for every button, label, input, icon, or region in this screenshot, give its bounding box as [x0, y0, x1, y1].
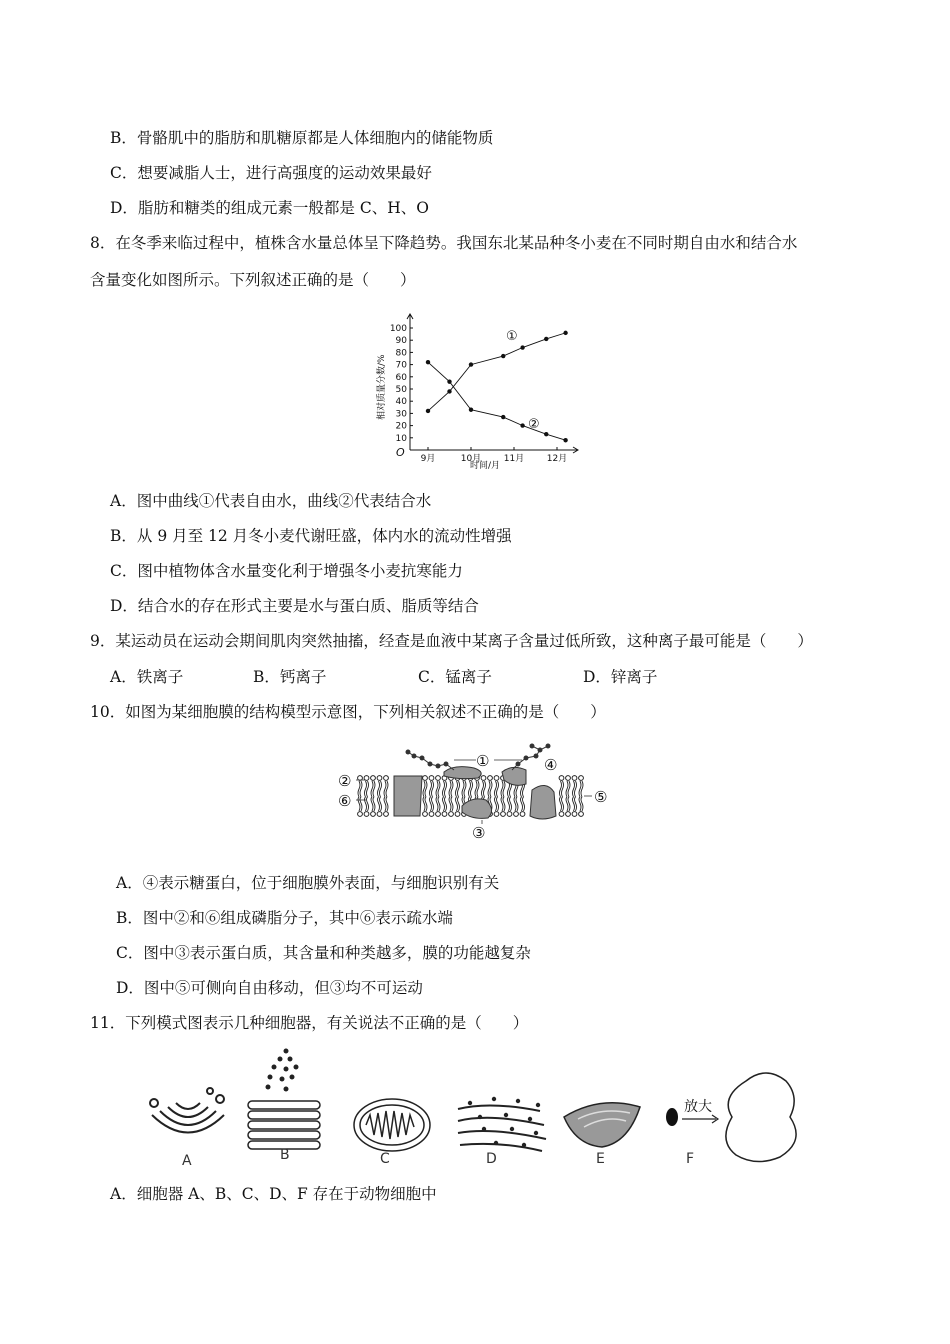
chart-x-tick-label: 10月: [460, 454, 482, 464]
chart-y-tick-label: 80: [395, 348, 407, 359]
organelle-c-mitochondrion: [354, 1099, 430, 1151]
organelle-label-f: F: [686, 1151, 695, 1167]
q9-option-b: B．钙离子: [253, 668, 327, 686]
chart-x-tick-label: 9月: [420, 454, 436, 464]
q9-option-d: D．锌离子: [583, 668, 658, 686]
chart-y-tick-label: 20: [395, 421, 407, 432]
chart-x-tick-label: 12月: [546, 454, 568, 464]
chart-y-tick-label: 40: [395, 397, 407, 408]
organelle-label-b: B: [280, 1147, 290, 1163]
q9-stem: 9．某运动员在运动会期间肌肉突然抽搐，经查是血液中某离子含量过低所致，这种离子最可能是（ ）: [90, 632, 813, 650]
q7-option-c: C．想要减脂人士，进行高强度的运动效果最好: [110, 164, 432, 182]
organelle-b-rough-er: [248, 1049, 320, 1150]
q10-stem: 10．如图为某细胞膜的结构模型示意图，下列相关叙述不正确的是（ ）: [90, 703, 606, 721]
q10-option-a: A．④表示糖蛋白，位于细胞膜外表面，与细胞识别有关: [116, 874, 500, 892]
organelles-diagram: [140, 1045, 810, 1170]
organelle-label-d: D: [486, 1151, 497, 1167]
q11-stem: 11．下列模式图表示几种细胞器，有关说法不正确的是（ ）: [90, 1014, 529, 1032]
chart-point-series-2: [520, 423, 524, 427]
transmembrane-protein-right: [530, 785, 556, 819]
q9-option-c: C．锰离子: [418, 668, 492, 686]
membrane-label-3: ③: [472, 824, 486, 840]
curve-label-2: ②: [528, 417, 540, 432]
q8-stem-line2: 含量变化如图所示。下列叙述正确的是（ ）: [90, 271, 416, 289]
organelle-label-a: A: [182, 1153, 192, 1169]
chart-y-label: 相对质量分数/%: [377, 354, 387, 420]
organelle-label-c: C: [380, 1151, 390, 1167]
q8-option-a: A．图中曲线①代表自由水，曲线②代表结合水: [110, 492, 432, 510]
membrane-label-6: ⑥: [338, 792, 352, 810]
magnify-label: 放大: [684, 1099, 712, 1115]
curve-label-1: ①: [506, 329, 518, 344]
chart-series-line-1: [428, 333, 566, 411]
q8-stem-line1: 8．在冬季来临过程中，植株含水量总体呈下降趋势。我国东北某品种冬小麦在不同时期自由水和结合水: [90, 234, 798, 252]
organelle-a-golgi: [150, 1088, 224, 1133]
chart-point-series-1: [447, 389, 451, 393]
organelle-d-er: [458, 1097, 546, 1151]
transmembrane-protein-left: [394, 776, 422, 816]
chart-point-series-2: [501, 415, 505, 419]
chart-point-series-2: [447, 379, 451, 383]
organelle-e-chloroplast: [564, 1103, 640, 1147]
q10-option-b: B．图中②和⑥组成磷脂分子，其中⑥表示疏水端: [116, 909, 453, 927]
q8-option-c: C．图中植物体含水量变化利于增强冬小麦抗寒能力: [110, 562, 463, 580]
chart-y-tick-label: 10: [395, 433, 407, 444]
q10-option-c: C．图中③表示蛋白质，其含量和种类越多，膜的功能越复杂: [116, 944, 531, 962]
chart-x-tick-label: 11月: [503, 454, 525, 464]
chart-y-tick-label: 100: [389, 324, 407, 334]
membrane-label-2: ②: [338, 772, 352, 790]
water-content-chart: [370, 300, 590, 480]
chart-point-series-1: [426, 409, 430, 413]
q8-option-b: B．从 9 月至 12 月冬小麦代谢旺盛，体内水的流动性增强: [110, 527, 512, 545]
q7-option-b: B．骨骼肌中的脂肪和肌糖原都是人体细胞内的储能物质: [110, 129, 494, 147]
chart-point-series-1: [501, 354, 505, 358]
q10-option-d: D．图中⑤可侧向自由移动，但③均不可运动: [116, 979, 423, 997]
protein-right-top: [502, 767, 526, 785]
sugar-chain-left: [406, 750, 455, 771]
cell-membrane-diagram: [336, 740, 616, 840]
chart-point-series-2: [426, 360, 430, 364]
q7-option-d: D．脂肪和糖类的组成元素一般都是 C、H、O: [110, 199, 429, 217]
chart-y-tick-label: 30: [395, 409, 407, 420]
membrane-label-5: ⑤: [594, 788, 608, 806]
chart-y-tick-label: 60: [395, 372, 407, 383]
chart-y-tick-label: 90: [395, 336, 407, 347]
membrane-label-1: ①: [476, 752, 490, 770]
chart-origin-label: O: [396, 446, 405, 459]
chart-point-series-1: [469, 362, 473, 366]
q9-option-a: A．铁离子: [110, 668, 184, 686]
chart-point-series-1: [563, 331, 567, 335]
chart-y-tick-label: 70: [395, 360, 407, 371]
chart-point-series-2: [563, 438, 567, 442]
organelle-f-vacuole: [666, 1073, 796, 1162]
chart-y-tick-label: 50: [395, 385, 407, 395]
chart-x-label: 时间/月: [470, 461, 501, 471]
chart-series-line-2: [428, 362, 566, 440]
chart-point-series-2: [469, 408, 473, 412]
organelle-label-e: E: [596, 1151, 605, 1167]
chart-point-series-1: [520, 345, 524, 349]
q8-option-d: D．结合水的存在形式主要是水与蛋白质、脂质等结合: [110, 597, 479, 615]
chart-point-series-2: [544, 432, 548, 436]
q11-option-a: A．细胞器 A、B、C、D、F 存在于动物细胞中: [110, 1185, 437, 1203]
membrane-label-4: ④: [544, 756, 558, 774]
chart-point-series-1: [544, 337, 548, 341]
